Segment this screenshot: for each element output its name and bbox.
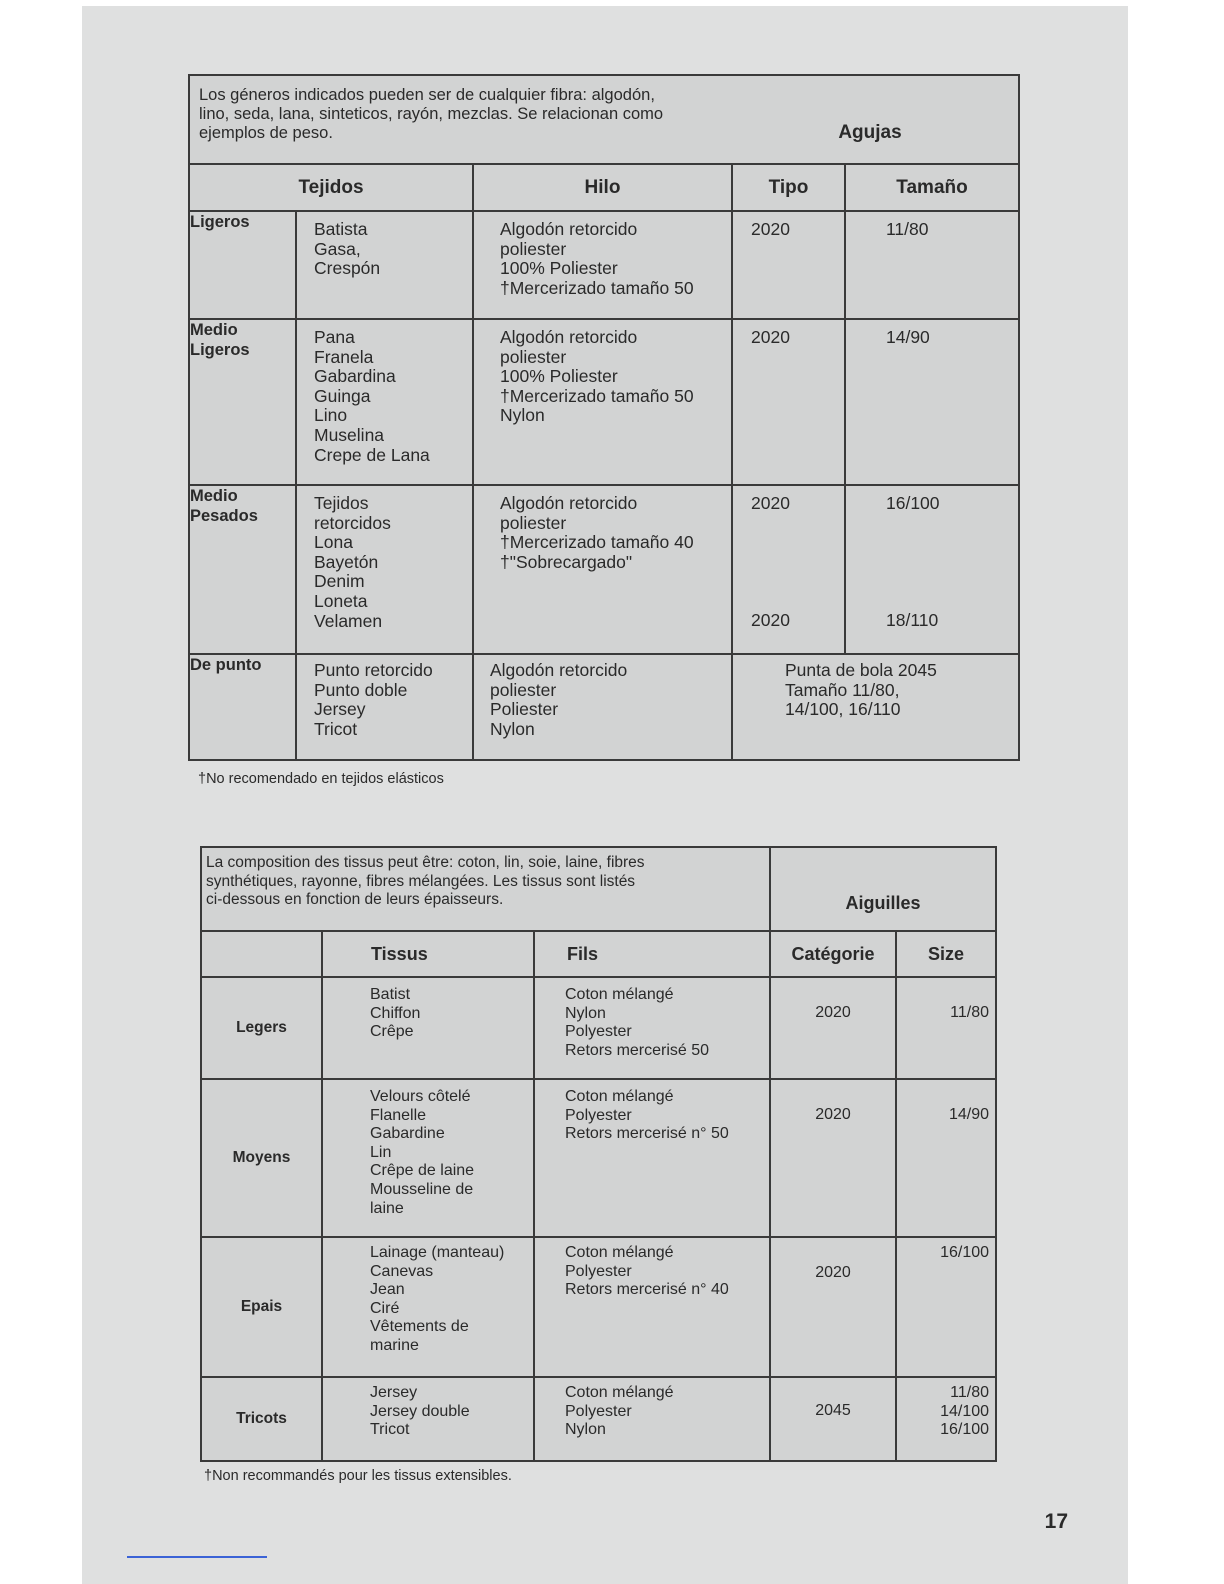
page-number: 17	[1044, 1510, 1068, 1533]
header-category: Catégorie	[770, 931, 896, 977]
spanish-needle-table	[188, 74, 1020, 761]
thread-cell: Coton mélangé Nylon Polyester Retors mercerisé 50	[534, 977, 770, 1079]
header-empty	[201, 931, 322, 977]
thread-cell: Coton mélangé Polyester Retors mercerisé n° 50	[534, 1079, 770, 1237]
fabrics-cell: Batist Chiffon Crêpe	[322, 977, 534, 1079]
table-row	[201, 1237, 996, 1377]
size-cell: 14/90	[845, 319, 1019, 485]
fabrics-cell: Punto retorcido Punto doble Jersey Tricot	[296, 654, 473, 760]
thread-cell: Coton mélangé Polyester Retors mercerisé n° 40	[534, 1237, 770, 1377]
table-row	[189, 654, 1019, 760]
type-cell: 2020	[732, 319, 845, 485]
size-value: 16/100	[886, 493, 940, 513]
header-size: Tamaño	[845, 164, 1019, 211]
header-size: Size	[896, 931, 996, 977]
thread-cell: Algodón retorcido poliester 100% Poliester †Mercerizado tamaño 50 Nylon	[473, 319, 732, 485]
category-cell: Medio Ligeros	[189, 319, 296, 485]
size-cell: 11/80 14/100 16/100	[896, 1377, 996, 1461]
needle-note-cell: Punta de bola 2045 Tamaño 11/80, 14/100, 16/110	[732, 654, 1019, 760]
intro-cell	[201, 847, 770, 931]
header-thread: Fils	[534, 931, 770, 977]
category-cell: De punto	[189, 654, 296, 760]
thread-cell: Coton mélangé Polyester Nylon	[534, 1377, 770, 1461]
type-cell	[732, 485, 845, 654]
fabrics-cell: Velours côtelé Flanelle Gabardine Lin Crêpe de laine Mousseline de laine	[322, 1079, 534, 1237]
category-cell: Legers	[201, 977, 322, 1079]
type-value-2: 2020	[751, 610, 790, 630]
size-cell: 11/80	[845, 211, 1019, 319]
fabrics-cell: Lainage (manteau) Canevas Jean Ciré Vêtements de marine	[322, 1237, 534, 1377]
header-type: Tipo	[732, 164, 845, 211]
size-cell	[845, 485, 1019, 654]
fabrics-cell: Tejidos retorcidos Lona Bayetón Denim Loneta Velamen	[296, 485, 473, 654]
type-value: 2020	[751, 493, 790, 513]
category-cell: Moyens	[201, 1079, 322, 1237]
type-cell: 2020	[732, 211, 845, 319]
table-row	[201, 1377, 996, 1461]
category-number-cell: 2020	[770, 977, 896, 1079]
size-cell: 11/80	[896, 977, 996, 1079]
needles-title: Agujas	[838, 122, 902, 143]
intro-text: La composition des tissus peut être: coton, lin, soie, laine, fibres synthétiques, rayonne, fibres mélangées. Les tissus sont listés ci-dessous en fonction de leurs épaisseurs.	[206, 854, 645, 908]
size-cell: 14/90	[896, 1079, 996, 1237]
header-fabrics: Tissus	[322, 931, 534, 977]
thread-cell: Algodón retorcido poliester Poliester Nylon	[473, 654, 732, 760]
header-thread: Hilo	[473, 164, 732, 211]
header-fabrics: Tejidos	[189, 164, 473, 211]
fabrics-cell: Pana Franela Gabardina Guinga Lino Muselina Crepe de Lana	[296, 319, 473, 485]
french-needle-table	[200, 846, 997, 1462]
spanish-footnote: †No recomendado en tejidos elásticos	[198, 771, 444, 787]
table-row	[189, 319, 1019, 485]
category-number-cell: 2045	[770, 1377, 896, 1461]
table-row	[201, 1079, 996, 1237]
fabrics-cell: Jersey Jersey double Tricot	[322, 1377, 534, 1461]
category-cell: Tricots	[201, 1377, 322, 1461]
table-row	[189, 485, 1019, 654]
category-cell: Ligeros	[189, 211, 296, 319]
size-value-2: 18/110	[886, 610, 939, 630]
intro-text: Los géneros indicados pueden ser de cualquier fibra: algodón, lino, seda, lana, sinteticos, rayón, mezclas. Se relacionan como ejemplos de peso.	[199, 86, 664, 142]
french-footnote: †Non recommandés pour les tissus extensibles.	[204, 1468, 512, 1484]
category-number-cell: 2020	[770, 1079, 896, 1237]
table-row	[189, 211, 1019, 319]
fabrics-cell: Batista Gasa, Crespón	[296, 211, 473, 319]
thread-cell: Algodón retorcido poliester †Mercerizado tamaño 40 †"Sobrecargado"	[473, 485, 732, 654]
category-cell: Epais	[201, 1237, 322, 1377]
intro-cell	[189, 75, 1019, 164]
size-cell: 16/100	[896, 1237, 996, 1377]
table-row	[201, 977, 996, 1079]
category-cell: Medio Pesados	[189, 485, 296, 654]
needles-title-cell	[770, 847, 996, 931]
thread-cell: Algodón retorcido poliester 100% Poliester †Mercerizado tamaño 50	[473, 211, 732, 319]
decorative-underline	[127, 1556, 267, 1558]
needles-title: Aiguilles	[845, 893, 921, 913]
category-number-cell: 2020	[770, 1237, 896, 1377]
